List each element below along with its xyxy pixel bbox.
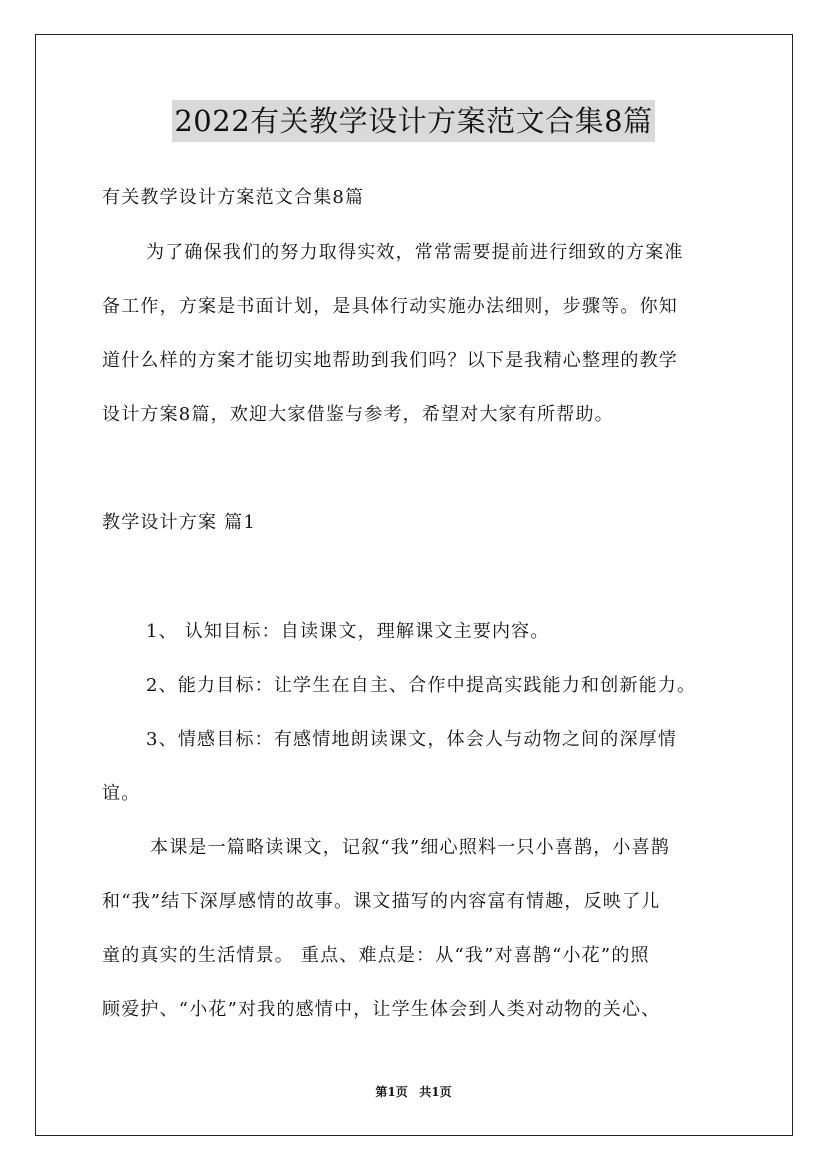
body-line-3: 童的真实的生活情景。 重点、难点是：从“我”对喜鹊“小花”的照 (102, 945, 650, 966)
page-number: 第1页 (375, 1085, 408, 1099)
intro-line-1: 为了确保我们的努力取得实效，常常需要提前进行细致的方案准 (146, 242, 684, 263)
section-heading: 教学设计方案 篇1 (102, 512, 256, 533)
document-subtitle: 有关教学设计方案范文合集8篇 (102, 187, 365, 208)
page-total: 共1页 (419, 1085, 452, 1099)
body-line-2: 和“我”结下深厚感情的故事。课文描写的内容富有情趣，反映了儿 (102, 891, 661, 912)
goal-1: 1、 认知目标：自读课文，理解课文主要内容。 (146, 621, 550, 642)
body-line-1: 本课是一篇略读课文，记叙“我”细心照料一只小喜鹊，小喜鹊 (150, 837, 671, 858)
page-footer (0, 1083, 827, 1100)
intro-line-2: 备工作，方案是书面计划，是具体行动实施办法细则，步骤等。你知 (102, 296, 678, 317)
goal-3: 3、情感目标：有感情地朗读课文，体会人与动物之间的深厚情 (146, 729, 678, 750)
goal-2: 2、能力目标：让学生在自主、合作中提高实践能力和创新能力。 (146, 675, 697, 696)
intro-line-3: 道什么样的方案才能切实地帮助到我们吗？以下是我精心整理的教学 (102, 350, 678, 371)
intro-line-4: 设计方案8篇，欢迎大家借鉴与参考，希望对大家有所帮助。 (102, 404, 614, 425)
document-title: 2022有关教学设计方案范文合集8篇 (172, 100, 654, 142)
body-line-4: 顾爱护、“小花”对我的感情中，让学生体会到人类对动物的关心、 (102, 999, 661, 1020)
goal-3-continued: 谊。 (102, 783, 141, 804)
title-container (0, 100, 827, 142)
